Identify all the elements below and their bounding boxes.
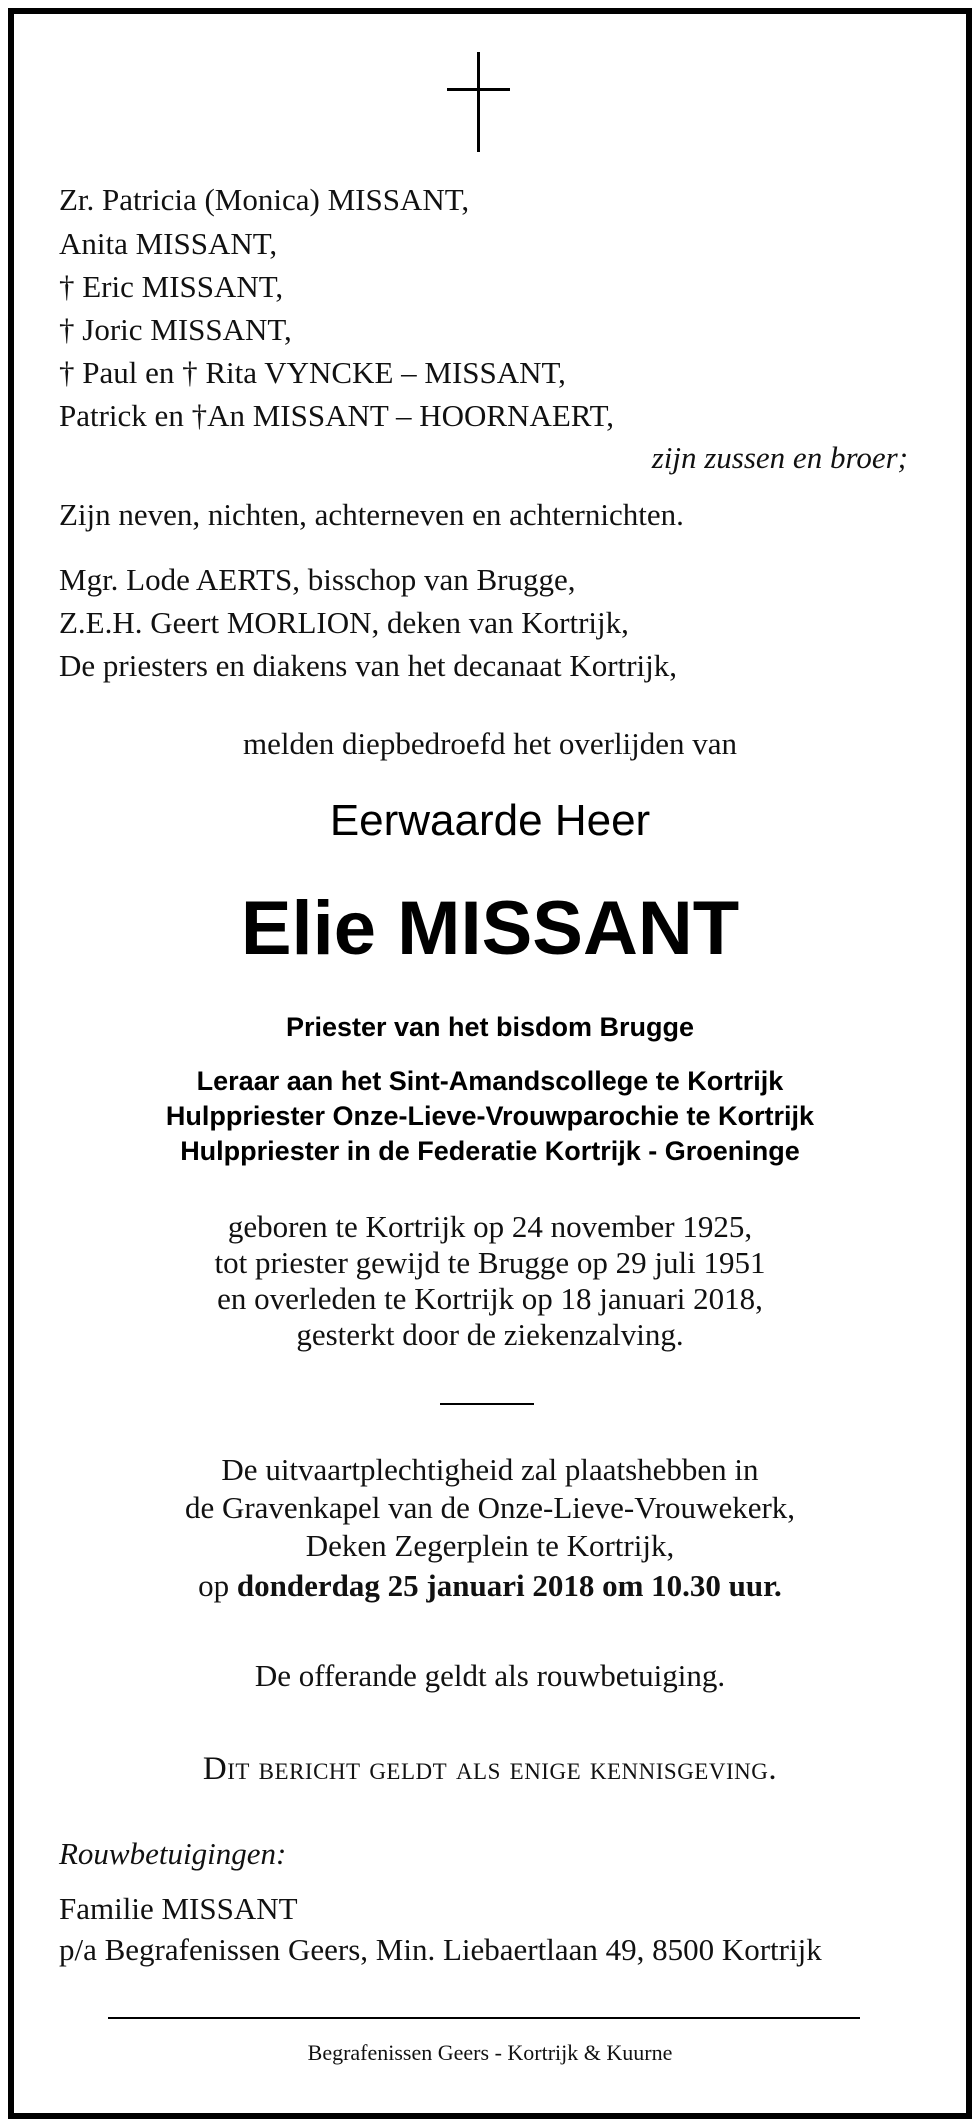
family-line: Zr. Patricia (Monica) MISSANT, <box>59 182 470 217</box>
role-line: Hulppriester in de Federatie Kortrijk - Groeninge <box>180 1136 800 1166</box>
funeral-line: De uitvaartplechtigheid zal plaatshebben in <box>221 1452 759 1487</box>
role-line: Leraar aan het Sint-Amandscollege te Kortrijk <box>196 1066 784 1096</box>
family-line: † Joric MISSANT, <box>59 312 292 347</box>
condolences-label: Rouwbetuigingen: <box>59 1836 287 1871</box>
footer-rule <box>108 2017 860 2019</box>
clergy-line: De priesters en diakens van het decanaat Kortrijk, <box>59 648 678 683</box>
section-divider <box>440 1403 534 1405</box>
funeral-date-line <box>0 1568 980 1604</box>
family-line: † Eric MISSANT, <box>59 269 284 304</box>
siblings-caption: zijn zussen en broer; <box>651 440 908 475</box>
relatives-line: Zijn neven, nichten, achterneven en achternichten. <box>59 497 684 532</box>
role-primary: Priester van het bisdom Brugge <box>285 1012 695 1042</box>
clergy-line: Mgr. Lode AERTS, bisschop van Brugge, <box>59 562 576 597</box>
contact-line: Familie MISSANT <box>59 1891 298 1926</box>
life-line: en overleden te Kortrijk op 18 januari 2018, <box>217 1281 763 1316</box>
clergy-line: Z.E.H. Geert MORLION, deken van Kortrijk, <box>59 605 629 640</box>
family-line: Patrick en †An MISSANT – HOORNAERT, <box>59 398 614 433</box>
life-line: gesterkt door de ziekenzalving. <box>296 1317 684 1352</box>
funeral-date-prefix: op <box>198 1568 237 1603</box>
funeral-line: Deken Zegerplein te Kortrijk, <box>305 1528 675 1563</box>
funeral-line: de Gravenkapel van de Onze-Lieve-Vrouwekerk, <box>184 1490 796 1525</box>
footer-text: Begrafenissen Geers - Kortrijk & Kuurne <box>307 2040 673 2065</box>
announcement: melden diepbedroefd het overlijden van <box>242 726 738 761</box>
life-line: geboren te Kortrijk op 24 november 1925, <box>227 1209 753 1244</box>
honorific: Eerwaarde Heer <box>329 796 651 845</box>
funeral-date: donderdag 25 januari 2018 om 10.30 uur. <box>236 1568 782 1603</box>
role-line: Hulppriester Onze-Lieve-Vrouwparochie te Kortrijk <box>165 1101 815 1131</box>
family-line: Anita MISSANT, <box>59 226 278 261</box>
offering-line: De offerande geldt als rouwbetuiging. <box>254 1658 726 1693</box>
notice-line: Dit bericht geldt als enige kennisgeving. <box>202 1751 778 1787</box>
deceased-name: Elie MISSANT <box>240 886 740 971</box>
family-line: † Paul en † Rita VYNCKE – MISSANT, <box>59 355 566 390</box>
contact-line: p/a Begrafenissen Geers, Min. Liebaertlaan 49, 8500 Kortrijk <box>59 1932 822 1967</box>
life-line: tot priester gewijd te Brugge op 29 juli 1951 <box>214 1245 766 1280</box>
